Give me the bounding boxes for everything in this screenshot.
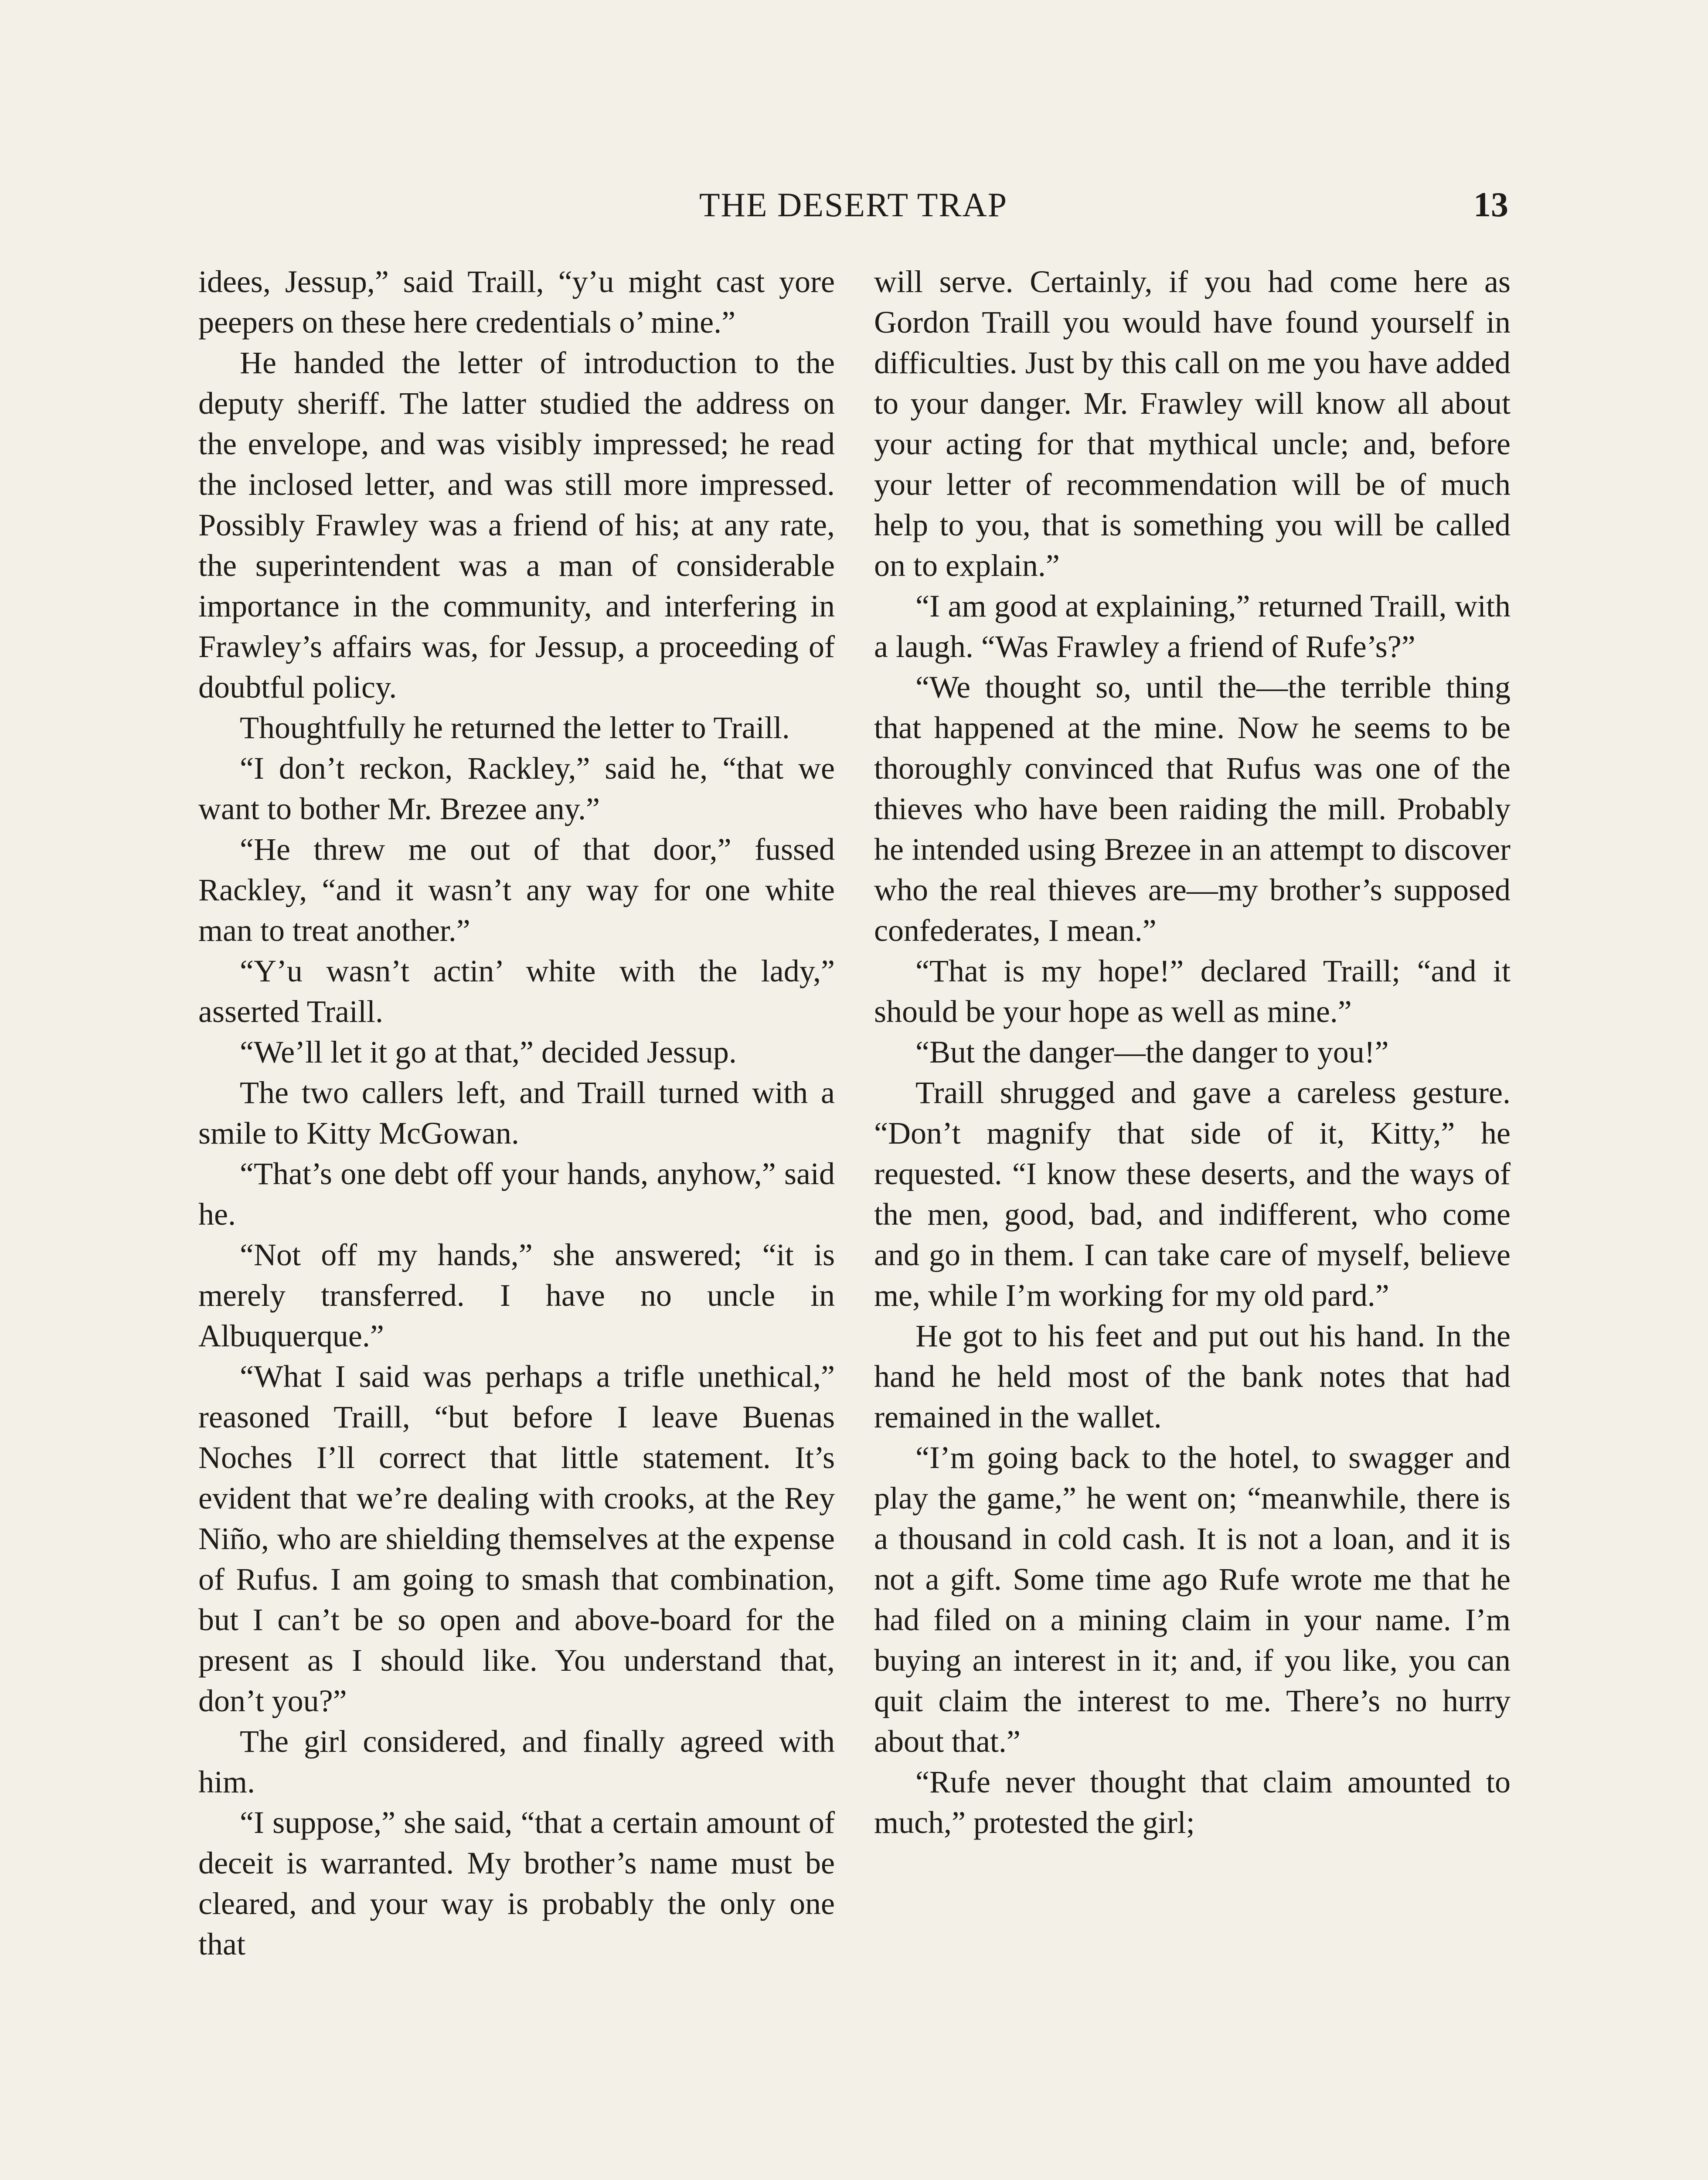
- running-title: THE DESERT TRAP: [699, 186, 1008, 224]
- paragraph: Thoughtfully he returned the letter to Traill.: [240, 710, 790, 745]
- running-head: [198, 183, 1508, 240]
- paragraph: “Rufe never thought that claim amounted to much,” protested the girl;: [874, 1764, 1511, 1840]
- right-column: [874, 262, 1511, 1843]
- paragraph: “I suppose,” she said, “that a certain amount of deceit is warranted. My brother’s name must be cleared, and your way is probably the only one that: [198, 1805, 835, 1962]
- paragraph: will serve. Certainly, if you had come here as Gordon Traill you would have found yourself in difficulties. Just by this call on me you have added to your danger. Mr. Frawley will know all about your acting for that mythical uncle; and, before your letter of recommendation will be of much help to you, that is something you will be called on to explain.”: [874, 264, 1511, 583]
- paragraph: “I am good at explaining,” returned Traill, with a laugh. “Was Frawley a friend of Rufe’s?”: [874, 589, 1511, 664]
- paragraph: “Y’u wasn’t actin’ white with the lady,” asserted Traill.: [198, 954, 835, 1029]
- paragraph: The two callers left, and Traill turned with a smile to Kitty McGowan.: [198, 1075, 835, 1151]
- paragraph: “Not off my hands,” she answered; “it is merely transferred. I have no uncle in Albuquerque.”: [198, 1237, 835, 1353]
- paragraph: “That is my hope!” declared Traill; “and it should be your hope as well as mine.”: [874, 954, 1511, 1029]
- paragraph: “I’m going back to the hotel, to swagger and play the game,” he went on; “meanwhile, there is a thousand in cold cash. It is not a loan, and it is not a gift. Some time ago Rufe wrote me that he had filed on a mining claim in your name. I’m buying an interest in it; and, if you like, you can quit claim the interest to me. There’s no hurry about that.”: [874, 1440, 1511, 1759]
- paragraph: “I don’t reckon, Rackley,” said he, “that we want to bother Mr. Brezee any.”: [198, 751, 835, 826]
- paragraph: “He threw me out of that door,” fussed Rackley, “and it wasn’t any way for one white man to treat another.”: [198, 832, 835, 948]
- paragraph: “But the danger—the danger to you!”: [915, 1035, 1389, 1070]
- paragraph: “What I said was perhaps a trifle unethical,” reasoned Traill, “but before I leave Buenas Noches I’ll correct that little statement. It’s evident that we’re dealing with crooks, at the Rey Niño, who are shielding themselves at the expense of Rufus. I am going to smash that combination, but I can’t be so open and above-board for the present as I should like. You understand that, don’t you?”: [198, 1359, 835, 1718]
- paragraph: “We’ll let it go at that,” decided Jessup.: [240, 1035, 737, 1070]
- paragraph: “That’s one debt off your hands, anyhow,” said he.: [198, 1156, 835, 1232]
- paragraph: He got to his feet and put out his hand. In the hand he held most of the bank notes that had remained in the wallet.: [874, 1318, 1511, 1434]
- paragraph: “We thought so, until the—the terrible thing that happened at the mine. Now he seems to be thoroughly convinced that Rufus was one of the thieves who have been raiding the mill. Probably he intended using Brezee in an attempt to discover who the real thieves are—my brother’s supposed confederates, I mean.”: [874, 670, 1511, 948]
- page-number: 13: [1473, 186, 1508, 224]
- paragraph: The girl considered, and finally agreed with him.: [198, 1724, 835, 1799]
- paragraph: He handed the letter of introduction to the deputy sheriff. The latter studied the address on the envelope, and was visibly impressed; he read the inclosed letter, and was still more impressed. Possibly Frawley was a friend of his; at any rate, the superintendent was a man of considerable importance in the community, and interfering in Frawley’s affairs was, for Jessup, a proceeding of doubtful policy.: [198, 345, 835, 705]
- paragraph: Traill shrugged and gave a careless gesture. “Don’t magnify that side of it, Kitty,” he requested. “I know these deserts, and the ways of the men, good, bad, and indifferent, who come and go in them. I can take care of myself, believe me, while I’m working for my old pard.”: [874, 1075, 1511, 1313]
- paragraph: idees, Jessup,” said Traill, “y’u might cast yore peepers on these here credentials o’ mine.”: [198, 264, 835, 340]
- left-column: [198, 262, 835, 1965]
